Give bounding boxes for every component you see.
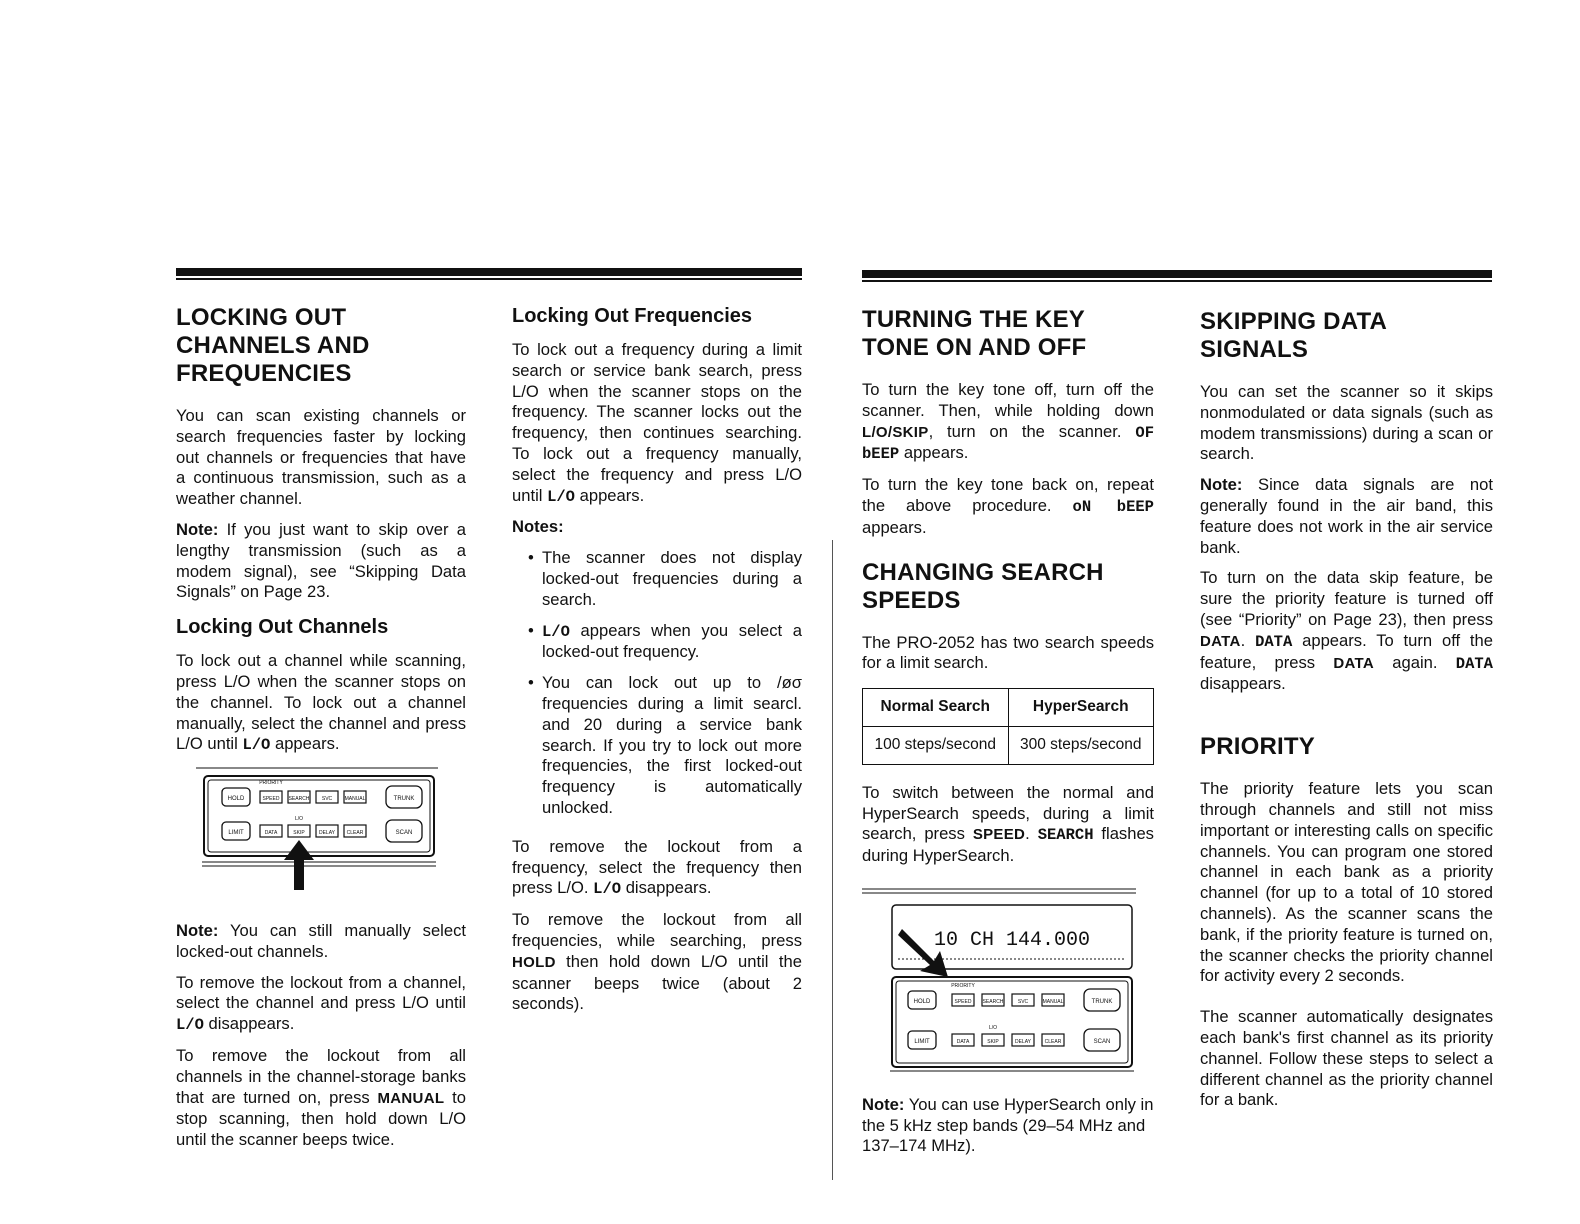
key-manual: MANUAL — [344, 796, 366, 803]
display-readout: 10 CH 144.000 — [933, 928, 1091, 952]
arrow-icon — [284, 840, 314, 890]
paragraph-skip-data: You can set the scanner so it skips nonmodulated or data signals (such as modem transmissions) during a scan or search. — [1200, 382, 1493, 464]
key-label-priority: PRIORITY — [951, 982, 975, 989]
keypad-illustration — [176, 766, 466, 901]
column-1 — [176, 304, 466, 1161]
key-delay: DELAY — [318, 830, 336, 837]
key-speed: SPEED — [262, 796, 280, 803]
right-page-top-rule — [862, 270, 1492, 278]
key-svc: SVC — [321, 796, 333, 803]
key-trunk: TRUNK — [1091, 998, 1113, 1005]
table-cell: 100 steps/second — [863, 726, 1009, 764]
key-hold: HOLD — [913, 998, 931, 1005]
key-label-priority: PRIORITY — [259, 780, 283, 787]
paragraph-key-tone-on: To turn the key tone back on, repeat the above procedure. oN bEEP appears. — [862, 475, 1154, 537]
table-cell: 300 steps/second — [1008, 726, 1154, 764]
paragraph-remove-lockout-frequency: To remove the lockout from a frequency, select the frequency then press L/O. L/O disappears. — [512, 836, 802, 899]
key-svc: SVC — [1017, 998, 1029, 1005]
key-trunk: TRUNK — [393, 796, 415, 803]
key-label-lo: L/O — [294, 816, 304, 823]
key-manual: MANUAL — [1042, 998, 1064, 1005]
paragraph-key-tone-off: To turn the key tone off, turn off the scanner. Then, while holding down L/O/SKIP, turn on the scanner. OF bEEP appears. — [862, 380, 1154, 464]
gutter-line — [832, 540, 833, 1180]
list-item: • L/O appears when you select a locked-out frequency. — [528, 621, 802, 664]
scanner-display-figure — [862, 885, 1154, 1081]
key-search: SEARCH — [288, 796, 310, 803]
notes-label: Notes: — [512, 517, 564, 537]
left-page-top-rule — [176, 268, 802, 276]
section-title-search-speeds: CHANGING SEARCH SPEEDS — [862, 558, 1104, 614]
section-title-priority: PRIORITY — [1200, 733, 1315, 761]
key-clear: CLEAR — [346, 830, 364, 837]
paragraph-priority-feature: The priority feature lets you scan through channels and still not miss important or interesting calls on specific channels. You can program one stored channel in each bank as a priority channel (for up to a total of 10 stored channels). As the scanner scans the bank, if the priority feature is turned on, the scanner checks the priority channel for activity every 2 seconds. — [1200, 779, 1493, 986]
note-air-band: Note: Since data signals are not generally found in the air band, this feature does not work in the air service bank. — [1200, 475, 1493, 557]
paragraph-lock-frequency: To lock out a frequency during a limit search or service bank search, press L/O when the scanner stops on the frequency. The scanner locks out the frequency, then continues searching. To lock out a frequency manually, select the frequency and press L/O until L/O appears. — [512, 340, 802, 506]
column-4 — [1200, 308, 1493, 1121]
search-speeds-table — [862, 688, 1154, 765]
table-header-normal: Normal Search — [863, 689, 1009, 727]
list-item: • The scanner does not display locked-out frequencies during a search. — [528, 548, 802, 610]
key-search: SEARCH — [982, 998, 1004, 1005]
key-delay: DELAY — [1014, 1038, 1032, 1045]
key-data: DATA — [264, 830, 278, 837]
paragraph-switch-speeds: To switch between the normal and HyperSearch speeds, during a limit search, press SPEED. SEARCH flashes during HyperSearch. — [862, 782, 1154, 866]
table-row — [863, 726, 1154, 764]
key-hold: HOLD — [227, 796, 245, 803]
subheading-locking-out-frequencies: Locking Out Frequencies — [512, 305, 753, 327]
section-title-locking-out: LOCKING OUT CHANNELS AND FREQUENCIES — [176, 304, 370, 387]
key-scan: SCAN — [395, 830, 413, 837]
key-limit: LIMIT — [914, 1038, 930, 1045]
note-hypersearch: Note: You can use HyperSearch only in the 5 kHz step bands (29–54 MHz and 137–174 MHz). — [862, 1094, 1154, 1156]
intro-paragraph: You can scan existing channels or search frequencies faster by locking out channels or frequencies that have a continuous transmission, such as a weather channel. — [176, 406, 466, 509]
key-skip: SKIP — [987, 1038, 999, 1045]
key-data: DATA — [956, 1038, 970, 1045]
subheading-locking-out-channels: Locking Out Channels — [176, 616, 389, 639]
note-skip: Note: If you just want to skip over a lengthy transmission (such as a modem signal), see “Skipping Data Signals” on Page 23. — [176, 519, 466, 602]
keypad-figure — [176, 766, 466, 907]
table-header-hyper: HyperSearch — [1008, 689, 1154, 727]
paragraph-remove-lockout-channel: To remove the lockout from a channel, select the channel and press L/O until L/O disappears. — [176, 972, 466, 1035]
notes-list — [512, 548, 802, 819]
paragraph-priority-default: The scanner automatically designates each bank's first channel as its priority channel. Follow these steps to select a different channel as the priority channel for a bank. — [1200, 1007, 1493, 1110]
column-3 — [862, 306, 1154, 1167]
paragraph-data-skip-on: To turn on the data skip feature, be sure the priority feature is turned off (see “Priority” on Page 23), then press DATA. DATA appears. To turn off the feature, press DATA again. DATA disappears. — [1200, 568, 1493, 694]
paragraph-lock-channel: To lock out a channel while scanning, press L/O when the scanner stops on the channel. To lock out a channel manually, select the channel and press L/O until L/O appears. — [176, 651, 466, 755]
key-speed: SPEED — [954, 998, 972, 1005]
key-skip: SKIP — [293, 830, 305, 837]
section-title-skipping-data: SKIPPING DATA SIGNALS — [1200, 308, 1387, 363]
section-title-key-tone: TURNING THE KEY TONE ON AND OFF — [862, 306, 1087, 361]
paragraph-remove-all-frequency-lockouts: To remove the lockout from all frequencies, while searching, press HOLD then hold down L/O until the scanner beeps twice (about 2 seconds). — [512, 910, 802, 1014]
key-limit: LIMIT — [228, 830, 244, 837]
key-label-lo: L/O — [988, 1024, 998, 1031]
key-scan: SCAN — [1093, 1038, 1111, 1045]
scanner-illustration — [862, 885, 1154, 1075]
key-clear: CLEAR — [1044, 1038, 1062, 1045]
paragraph-search-speeds: The PRO-2052 has two search speeds for a limit search. — [862, 632, 1154, 673]
list-item: • You can lock out up to /øσ frequencies during a limit searcl. and 20 during a service bank search. If you try to lock out more frequencies, the first locked-out frequency is automatically unlocked. — [528, 673, 802, 819]
note-manual-select: Note: You can still manually select locked-out channels. — [176, 920, 467, 961]
paragraph-remove-all-channel-lockouts: To remove the lockout from all channels in the channel-storage banks that are turned on, press MANUAL to stop scanning, then hold down L/O until the scanner beeps twice. — [176, 1045, 466, 1150]
column-2 — [512, 304, 802, 1025]
